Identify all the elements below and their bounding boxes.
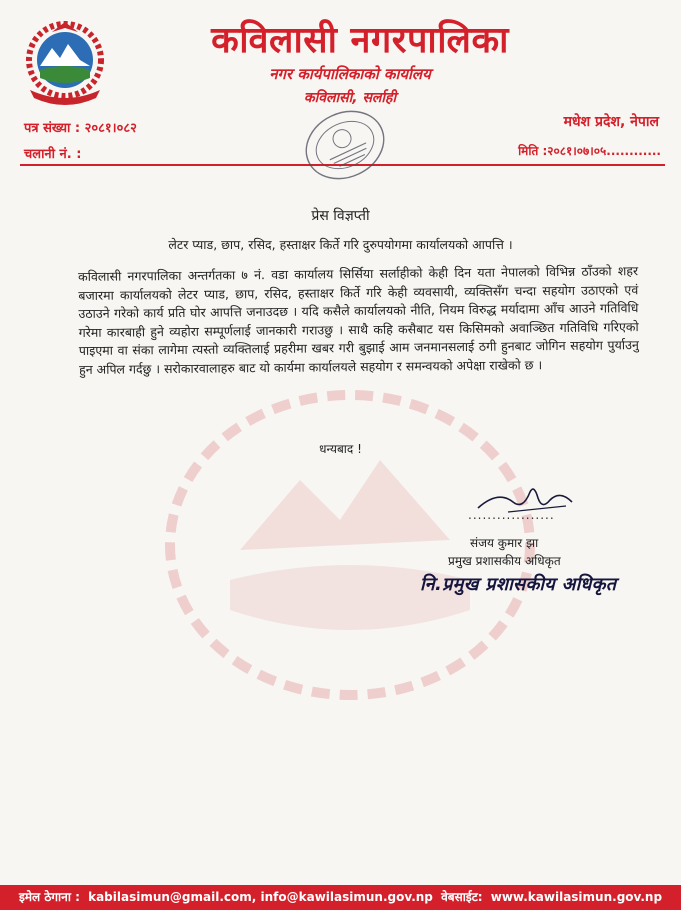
nepal-emblem-icon (22, 18, 108, 108)
thanks-line: धन्यबाद ! (319, 442, 362, 456)
website-label: वेबसाईट: (441, 890, 483, 904)
office-stamp-seal (295, 100, 395, 190)
email-label: इमेल ठेगाना : (18, 890, 80, 904)
dispatch-number: चलानी नं. : (24, 147, 82, 162)
org-name: कविलासी नगरपालिका (211, 20, 509, 61)
date-label: मिति :२०८१।०७।०५............ (518, 144, 661, 158)
website-link[interactable]: www.kawilasimun.gov.np (490, 890, 663, 904)
officer-seal: नि.प्रमुख प्रशासकीय अधिकृत (420, 574, 617, 595)
email-addresses[interactable]: kabilasimun@gmail.com, info@kawilasimun.gov.np (88, 890, 433, 904)
office-name: नगर कार्यपालिकाको कार्यालय (269, 65, 431, 83)
press-release-title: प्रेस विज्ञप्ती (311, 208, 370, 224)
signature-dotted-line: .................. (468, 508, 555, 522)
province-label: मधेश प्रदेश, नेपाल (563, 114, 659, 130)
signer-title: प्रमुख प्रशासकीय अधिकृत (448, 554, 561, 568)
signer-name: संजय कुमार झा (470, 536, 539, 550)
office-location: कविलासी, सर्लाही (303, 90, 397, 106)
press-release-body: कविलासी नगरपालिका अन्तर्गतका ७ नं. वडा कार्यालय सिर्सिया सर्लाहीको केही दिन यता नेपालको विभिन्न ठाँउको शहर बजारमा कार्यालयको लेटर प्याड, छाप, रसिद, हस्ताक्षर किर्ते गरि केही व्यवसायी, व्यक्तिसँग चन्दा सहयोग उठाएको एवं उठाउने गरेको कार्य प्रति घोर आपत्ति जनाउदछ । यदि कसैले कार्यालयको नीति, नियम विरुद्ध मर्यादामा आँच आउने गतिविधि गरेमा कारबाही हुने व्यहोरा सम्पूर्णलाई जानकारी गराउछु । साथै कहि कसैबाट यस किसिमको अवाञ्छित गतिविधि गरिएको पाइएमा वा संका लागेमा त्यस्तो व्यक्तिलाई प्रहरीमा खबर गरी बुझाई आम जनमानसलाई ठगी हुनबाट जोगिन सहयोग पुर्याउनु हुन अपिल गर्दछु । सरोकारवालाहरु बाट यो कार्यमा कार्यालयले सहयोग र समन्वयको अपेक्षा राखेको छ । (78, 263, 639, 377)
letter-number: पत्र संख्या : २०८१।०८२ (24, 121, 137, 136)
footer-contact-bar (0, 885, 681, 910)
press-release-subtitle: लेटर प्याड, छाप, रसिद, हस्ताक्षर किर्ते गरि दुरुपयोगमा कार्यालयको आपत्ति । (168, 237, 513, 252)
